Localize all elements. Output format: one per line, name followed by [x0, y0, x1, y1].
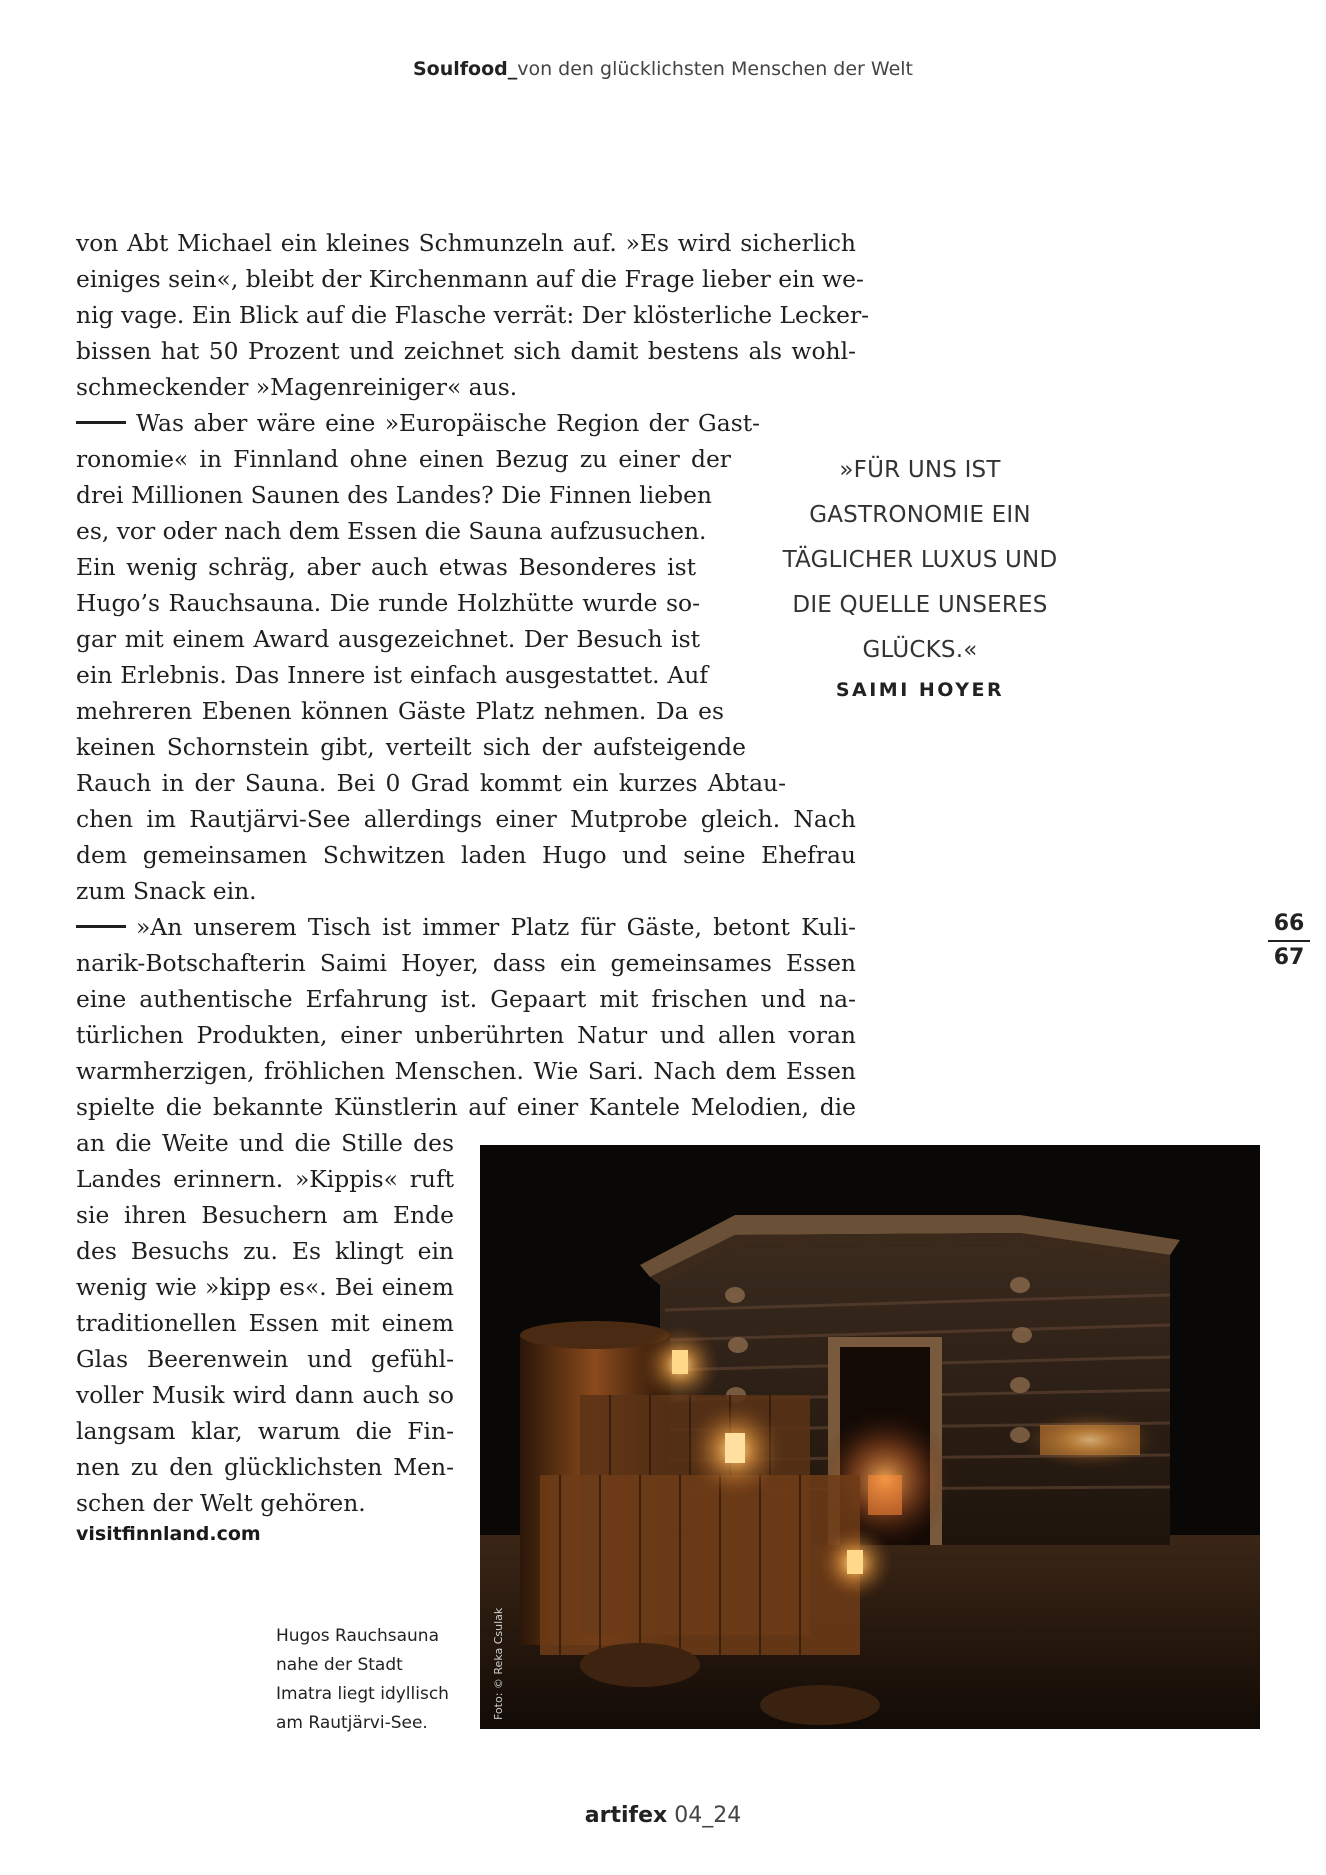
caption-line: Hugos Rauchsauna [276, 1626, 440, 1646]
text-line: narik-Botschafterin Saimi Hoyer, dass ein gemeinsames Essen [76, 949, 856, 977]
page-number-divider [1268, 940, 1310, 942]
caption-line: am Rautjärvi-See. [276, 1713, 428, 1733]
quote-line: GLÜCKS.« [862, 637, 978, 663]
photo-caption [276, 1622, 466, 1738]
page-header [0, 58, 1326, 80]
quote-line: »FÜR UNS IST [839, 457, 1001, 483]
text-line: chen im Rautjärvi-See allerdings einer Mutprobe gleich. Nach [76, 805, 856, 833]
text-line: Rauch in der Sauna. Bei 0 Grad kommt ein kurzes Abtau- [76, 769, 786, 797]
issue-number: 04_24 [667, 1803, 742, 1828]
text-line: traditionellen Essen mit einem [76, 1309, 454, 1337]
text-line: einiges sein«, bleibt der Kirchenmann auf die Frage lieber ein we- [76, 265, 864, 293]
sauna-photo-illustration [480, 1145, 1260, 1729]
text-line: mehreren Ebenen können Gäste Platz nehmen. Da es [76, 697, 724, 725]
text-line: nen zu den glücklichsten Men- [76, 1453, 454, 1481]
section-subtitle: von den glücklichsten Menschen der Welt [517, 58, 913, 80]
text-line: nig vage. Ein Blick auf die Flasche verrät: Der klösterliche Lecker- [76, 301, 870, 329]
paragraph-dash [76, 421, 126, 424]
text-line: Glas Beerenwein und gefühl- [76, 1345, 454, 1373]
quote-author: SAIMI HOYER [835, 679, 1005, 701]
text-line: gar mit einem Award ausgezeichnet. Der Besuch ist [76, 625, 700, 653]
text-line: dem gemeinsamen Schwitzen laden Hugo und seine Ehefrau [76, 841, 856, 869]
sauna-photo [480, 1145, 1260, 1729]
caption-line: nahe der Stadt [276, 1655, 403, 1675]
text-line: drei Millionen Saunen des Landes? Die Finnen lieben [76, 481, 712, 509]
text-line: spielte die bekannte Künstlerin auf einer Kantele Melodien, die [76, 1093, 856, 1121]
article-block-2 [76, 405, 856, 909]
text-line: von Abt Michael ein kleines Schmunzeln auf. »Es wird sicherlich [76, 229, 856, 257]
text-line: langsam klar, warum die Fin- [76, 1417, 454, 1445]
text-line: wenig wie »kipp es«. Bei einem [76, 1273, 454, 1301]
quote-line: TÄGLICHER LUXUS UND [782, 547, 1058, 573]
pull-quote [760, 448, 1080, 701]
text-line: warmherzigen, fröhlichen Menschen. Wie Sari. Nach dem Essen [76, 1057, 856, 1085]
text-line: ein Erlebnis. Das Innere ist einfach ausgestattet. Auf [76, 661, 708, 689]
text-line: an die Weite und die Stille des [76, 1129, 454, 1157]
text-line: bissen hat 50 Prozent und zeichnet sich damit bestens als wohl- [76, 337, 856, 365]
text-line: »An unserem Tisch ist immer Platz für Gäste, betont Kuli- [76, 909, 856, 945]
text-line: zum Snack ein. [76, 877, 257, 905]
text-line: voller Musik wird dann auch so [76, 1381, 454, 1409]
text-line: eine authentische Erfahrung ist. Gepaart mit frischen und na- [76, 985, 856, 1013]
text-line: des Besuchs zu. Es klingt ein [76, 1237, 454, 1265]
text-line: sie ihren Besuchern am Ende [76, 1201, 454, 1229]
page-footer [0, 1803, 1326, 1828]
text-line: schen der Welt gehören. [76, 1489, 366, 1517]
text-line: Ein wenig schräg, aber auch etwas Besonderes ist [76, 553, 696, 581]
text-line: es, vor oder nach dem Essen die Sauna aufzusuchen. [76, 517, 707, 545]
caption-line: Imatra liegt idyllisch [276, 1684, 449, 1704]
text-line: Was aber wäre eine »Europäische Region der Gast- [76, 405, 760, 441]
photo-credit: Foto: © Reka Csulak [492, 1607, 505, 1720]
paragraph-dash [76, 925, 126, 928]
text-line: Landes erinnern. »Kippis« ruft [76, 1165, 454, 1193]
website-link[interactable]: visitfinnland.com [76, 1523, 261, 1545]
text-line: keinen Schornstein gibt, verteilt sich der aufsteigende [76, 733, 746, 761]
quote-line: GASTRONOMIE EIN [809, 502, 1031, 528]
text-line: türlichen Produkten, einer unberührten Natur und allen voran [76, 1021, 856, 1049]
section-brand: Soulfood_ [412, 58, 518, 80]
quote-line: DIE QUELLE UNSERES [792, 592, 1048, 618]
article-block-4 [76, 1125, 454, 1521]
article-block-3 [76, 909, 856, 1125]
page-number-right: 67 [1273, 945, 1305, 970]
text-line: schmeckender »Magenreiniger« aus. [76, 373, 518, 401]
magazine-name: artifex [584, 1803, 668, 1828]
page-numbers [1268, 910, 1310, 972]
text-line: Hugo’s Rauchsauna. Die runde Holzhütte wurde so- [76, 589, 700, 617]
text-line: ronomie« in Finnland ohne einen Bezug zu einer der [76, 445, 731, 473]
article-block-1 [76, 225, 870, 405]
page-number-left: 66 [1273, 911, 1305, 936]
